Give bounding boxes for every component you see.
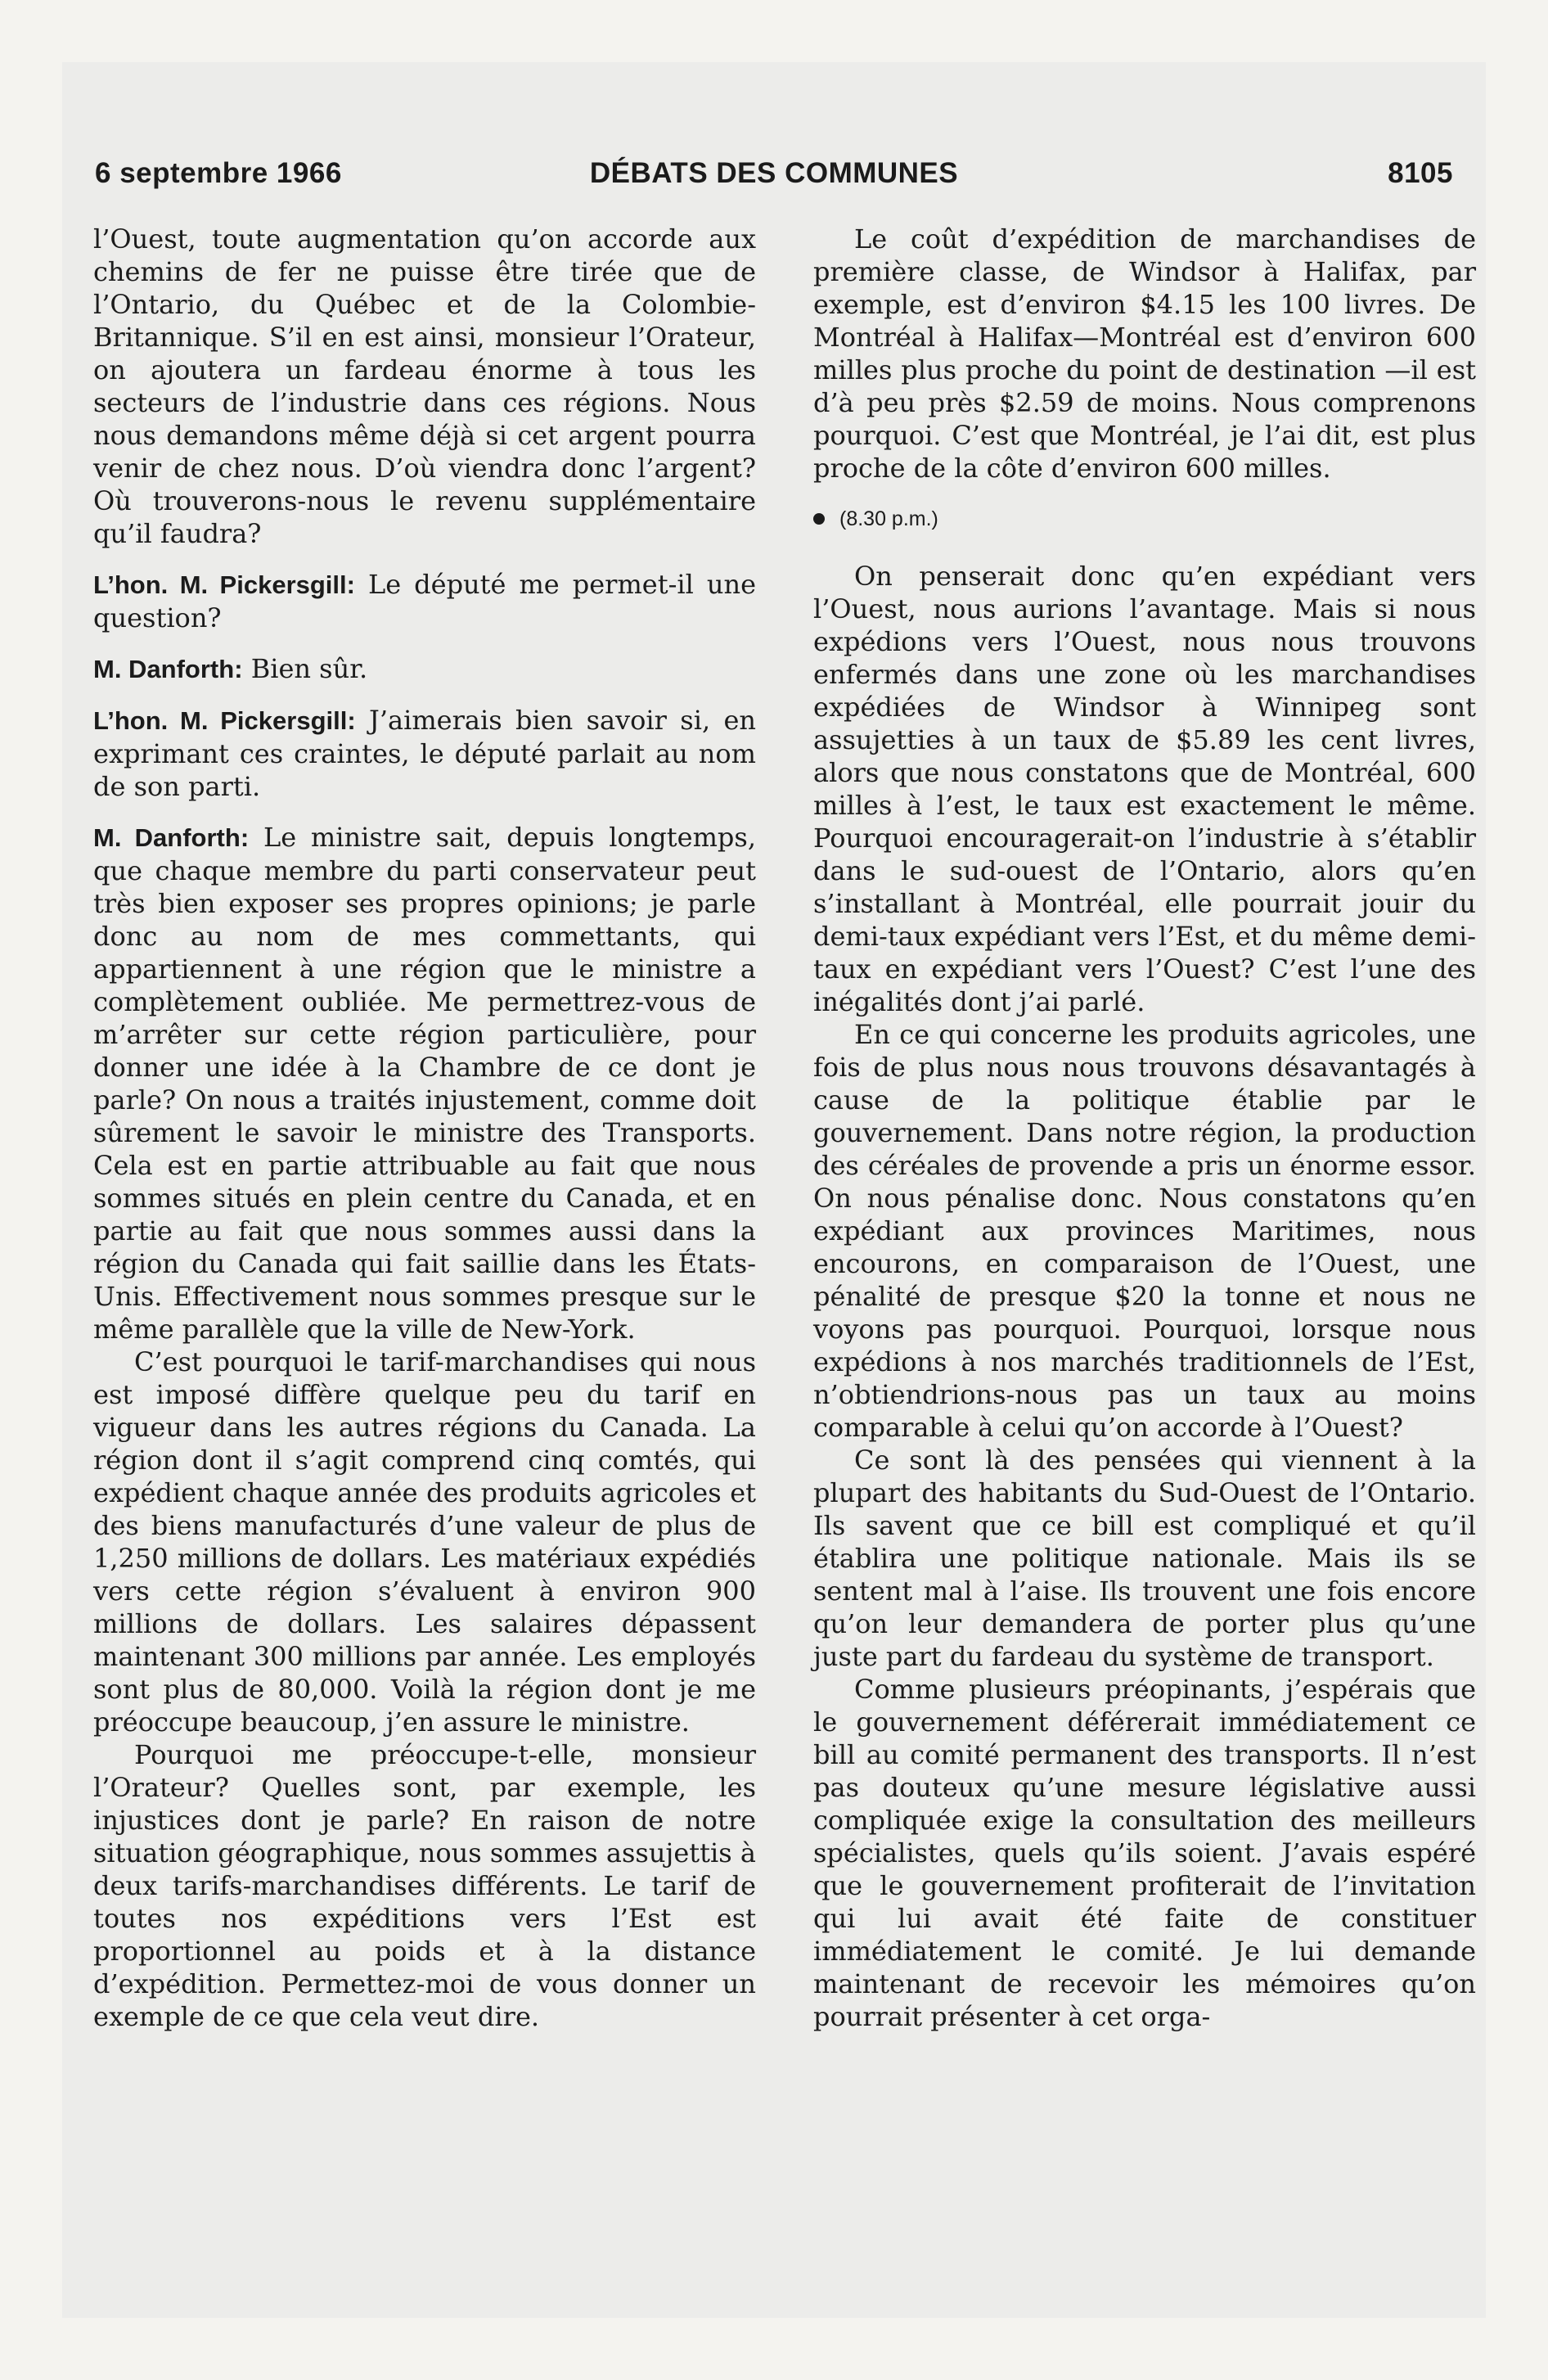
paragraph: Le coût d’expédition de marchandises de première classe, de Windsor à Halifax, par exemple, est d’environ $4.15 les 100 livres. De Montréal à Halifax—Montréal est d’environ 600 milles plus proche du point de destination —il est d’à peu près $2.59 de moins. Nous comprenons pourquoi. C’est que Montréal, je l’ai dit, est plus proche de la côte d’environ 600 milles. bbox=[813, 223, 1476, 484]
paragraph: En ce qui concerne les produits agricoles, une fois de plus nous nous trouvons désavantagés à cause de la politique établie par le gouvernement. Dans notre région, la production des céréales de provende a pris un énorme essor. On nous pénalise donc. Nous constatons qu’en expédiant aux provinces Maritimes, nous encourons, en comparaison de l’Ouest, une pénalité de presque $20 la tonne et nous ne voyons pas pourquoi. Pourquoi, lorsque nous expédions à nos marchés traditionnels de l’Est, n’obtiendrions-nous pas un taux au moins comparable à celui qu’on accorde à l’Ouest? bbox=[813, 1019, 1476, 1443]
paragraph: Comme plusieurs préopinants, j’espérais que le gouvernement déférerait immédiatement ce bill au comité permanent des transports. Il n’est pas douteux qu’une mesure législative aussi compliquée exige la consultation des meilleurs spécialistes, quels qu’ils soient. J’avais espéré que le gouvernement profiterait de l’invitation qui lui avait été faite de constituer immédiatement le comité. Je lui demande maintenant de recevoir les mémoires qu’on pourrait présenter à cet orga- bbox=[813, 1674, 1476, 2032]
timestamp-text: (8.30 p.m.) bbox=[839, 507, 938, 530]
speech-text: Le député me permet-il une question? bbox=[93, 569, 757, 633]
speaker-name: M. Danforth: bbox=[93, 655, 243, 683]
speech bbox=[93, 821, 756, 1346]
speech-text: J’aimerais bien savoir si, en exprimant ces craintes, le député parlait au nom de son parti. bbox=[93, 705, 756, 802]
speech bbox=[93, 704, 756, 803]
right-column bbox=[813, 223, 1476, 2033]
timestamp bbox=[813, 503, 1476, 535]
speaker-name: L’hon. M. Pickersgill: bbox=[93, 570, 355, 599]
paragraph: C’est pourquoi le tarif-marchandises qui nous est imposé diffère quelque peu du tarif en vigueur dans les autres régions du Canada. La région dont il s’agit comprend cinq comtés, qui expédient chaque année des produits agricoles et des biens manufacturés d’une valeur de plus de 1,250 millions de dollars. Les matériaux expédiés vers cette région s’évaluent à environ 900 millions de dollars. Les salaires dépassent maintenant 300 millions par année. Les employés sont plus de 80,000. Voilà la région dont je me préoccupe beaucoup, j’en assure le ministre. bbox=[93, 1346, 756, 1738]
left-column bbox=[93, 223, 756, 2033]
speech-text: Bien sûr. bbox=[242, 653, 368, 684]
paragraph: On penserait donc qu’en expédiant vers l’Ouest, nous aurions l’avantage. Mais si nous expédions vers l’Ouest, nous nous trouvons enfermés dans une zone où les marchandises expédiées de Windsor à Winnipeg sont assujetties à un taux de $5.89 les cent livres, alors que nous constatons que de Montréal, 600 milles à l’est, le taux est exactement le même. Pourquoi encouragerait-on l’industrie à s’établir dans le sud-ouest de l’Ontario, alors qu’en s’installant à Montréal, elle pourrait jouir du demi-taux expédiant vers l’Est, et du même demi-taux en expédiant vers l’Ouest? C’est l’une des inégalités dont j’ai parlé. bbox=[813, 561, 1476, 1017]
page-header bbox=[95, 157, 1453, 200]
paragraph: Pourquoi me préoccupe-t-elle, monsieur l’Orateur? Quelles sont, par exemple, les injustices dont je parle? En raison de notre situation géographique, nous sommes assujettis à deux tarifs-marchandises différents. Le tarif de toutes nos expéditions vers l’Est est proportionnel au poids et à la distance d’expédition. Permettez-moi de vous donner un exemple de ce que cela veut dire. bbox=[93, 1739, 756, 2032]
speaker-name: L’hon. M. Pickersgill: bbox=[93, 706, 356, 735]
header-date: 6 septembre 1966 bbox=[95, 157, 342, 189]
speech bbox=[93, 568, 756, 634]
header-title: DÉBATS DES COMMUNES bbox=[589, 157, 959, 189]
bullet-icon bbox=[813, 513, 825, 525]
header-page-number: 8105 bbox=[1388, 157, 1453, 189]
speech bbox=[93, 652, 756, 686]
paragraph: Ce sont là des pensées qui viennent à la plupart des habitants du Sud-Ouest de l’Ontario. Ils savent que ce bill est compliqué et qu’il établira une politique nationale. Mais ils se sentent mal à l’aise. Ils trouvent une fois encore qu’on leur demandera de porter plus qu’une juste part du fardeau du système de transport. bbox=[813, 1445, 1476, 1672]
speech-text: Le ministre sait, depuis longtemps, que chaque membre du parti conservateur peut très bien exposer ses propres opinions; je parle donc au nom de mes commettants, qui appartiennent à une région que le ministre a complètement oubliée. Me permettrez-vous de m’arrêter sur cette région particulière, pour donner une idée à la Chambre de ce dont je parle? On nous a traités injustement, comme doit sûrement le savoir le ministre des Transports. Cela est en partie attribuable au fait que nous sommes situés en plein centre du Canada, et en partie au fait que nous sommes aussi dans la région du Canada qui fait saillie dans les États-Unis. Effectivement nous sommes presque sur le même parallèle que la ville de New-York. bbox=[93, 822, 757, 1345]
paragraph: l’Ouest, toute augmentation qu’on accorde aux chemins de fer ne puisse être tirée que de l’Ontario, du Québec et de la Colombie-Britannique. S’il en est ainsi, monsieur l’Orateur, on ajoutera un fardeau énorme à tous les secteurs de l’industrie dans ces régions. Nous nous demandons même déjà si cet argent pourra venir de chez nous. D’où viendra donc l’argent? Où trouverons-nous le revenu supplémentaire qu’il faudra? bbox=[93, 223, 756, 549]
speaker-name: M. Danforth: bbox=[93, 823, 250, 852]
